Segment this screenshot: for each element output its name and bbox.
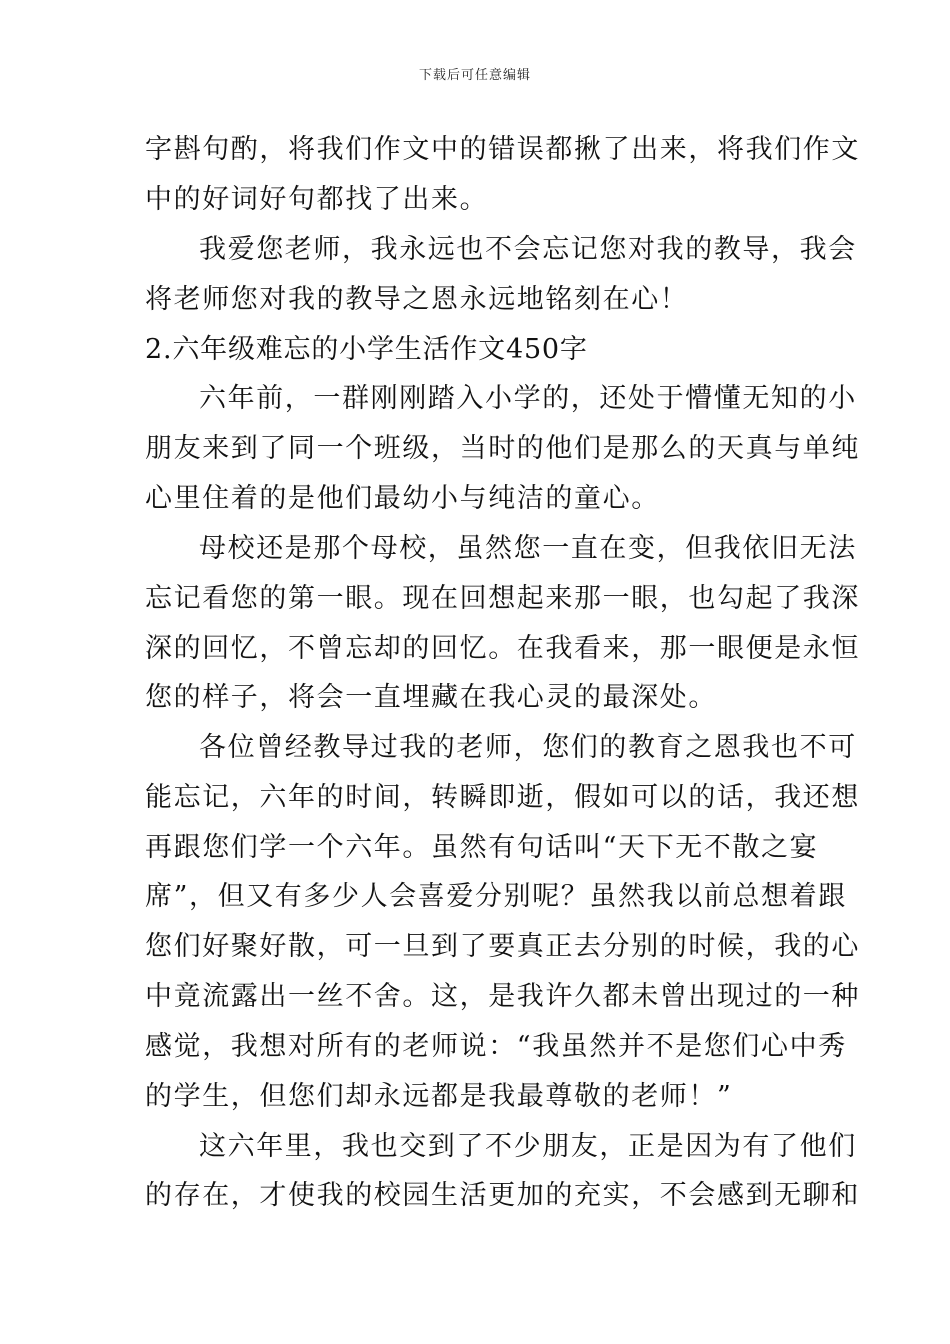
text-line: 的存在，才使我的校园生活更加的充实，不会感到无聊和 (145, 1180, 860, 1211)
text-line: 深的回忆，不曾忘却的回忆。在我看来，那一眼便是永恒 (145, 633, 860, 664)
text-line: 的学生，但您们却永远都是我最尊敬的老师！” (145, 1081, 733, 1112)
text-line: 心里住着的是他们最幼小与纯洁的童心。 (145, 483, 660, 514)
text-line: 中竟流露出一丝不舍。这，是我许久都未曾出现过的一种 (145, 981, 860, 1012)
text-line: 您的样子，将会一直埋藏在我心灵的最深处。 (145, 682, 717, 713)
text-line: 忘记看您的第一眼。现在回想起来那一眼，也勾起了我深 (145, 583, 860, 614)
text-line: 能忘记，六年的时间，转瞬即逝，假如可以的话，我还想 (145, 782, 860, 813)
text-line: 您们好聚好散，可一旦到了要真正去分别的时候，我的心 (145, 931, 860, 962)
text-line: 字斟句酌，将我们作文中的错误都揪了出来，将我们作文 (145, 134, 860, 165)
paragraph-start-line: 各位曾经教导过我的老师，您们的教育之恩我也不可 (199, 732, 857, 763)
paragraph-start-line: 六年前，一群刚刚踏入小学的，还处于懵懂无知的小 (199, 383, 857, 414)
paragraph-start-line: 这六年里，我也交到了不少朋友，正是因为有了他们 (199, 1131, 857, 1162)
text-line: 中的好词好句都找了出来。 (145, 184, 489, 215)
text-line: 席”，但又有多少人会喜爱分别呢？虽然我以前总想着跟 (145, 881, 847, 912)
page-header: 下载后可任意编辑 (418, 68, 531, 83)
text-line: 将老师您对我的教导之恩永远地铭刻在心！ (145, 284, 689, 315)
text-line: 再跟您们学一个六年。虽然有句话叫“天下无不散之宴 (145, 832, 819, 863)
section-heading: 2.六年级难忘的小学生活作文450字 (145, 334, 588, 365)
text-line: 感觉，我想对所有的老师说：“我虽然并不是您们心中秀 (145, 1031, 847, 1062)
paragraph-start-line: 我爱您老师，我永远也不会忘记您对我的教导，我会 (199, 234, 857, 265)
text-line: 朋友来到了同一个班级，当时的他们是那么的天真与单纯 (145, 433, 860, 464)
paragraph-start-line: 母校还是那个母校，虽然您一直在变，但我依旧无法 (199, 533, 857, 564)
